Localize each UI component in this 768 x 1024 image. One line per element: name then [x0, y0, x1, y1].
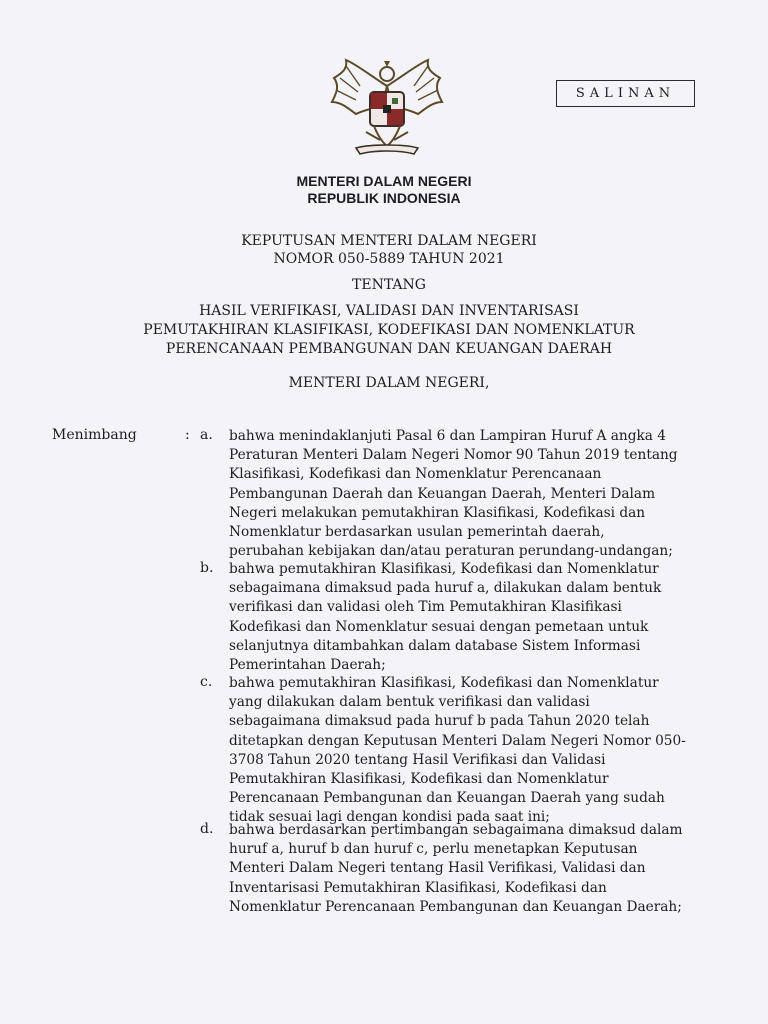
- text-line: Pemerintahan Daerah;: [229, 657, 386, 674]
- decree-title: KEPUTUSAN MENTERI DALAM NEGERI: [241, 233, 537, 249]
- decree-subject-line-2: PEMUTAKHIRAN KLASIFIKASI, KODEFIKASI DAN NOMENKLATUR: [143, 322, 635, 338]
- considering-item-c: [229, 674, 715, 828]
- text-line: Negeri melakukan pemutakhiran Klasifikasi, Kodefikasi dan: [229, 504, 646, 521]
- text-line: Nomenklatur Perencanaan Pembangunan dan Keuangan Daerah;: [229, 898, 682, 915]
- decree-about: TENTANG: [352, 277, 426, 293]
- item-letter-d: d.: [200, 821, 214, 837]
- text-line: sebagaimana dimaksud pada huruf b pada Tahun 2020 telah: [229, 713, 650, 730]
- text-line: Klasifikasi, Kodefikasi dan Nomenklatur Perencanaan: [229, 466, 602, 483]
- issuer-line-2: REPUBLIK INDONESIA: [307, 190, 461, 206]
- decree-subject-line-1: HASIL VERIFIKASI, VALIDASI DAN INVENTARISASI: [199, 303, 579, 319]
- text-line: Pembangunan Daerah dan Keuangan Daerah, Menteri Dalam: [229, 485, 656, 502]
- text-line: Peraturan Menteri Dalam Negeri Nomor 90 Tahun 2019 tentang: [229, 447, 678, 464]
- text-line: Kodefikasi dan Nomenklatur sesuai dengan pemetaan untuk: [229, 618, 649, 635]
- text-line: verifikasi dan validasi oleh Tim Pemutakhiran Klasifikasi: [229, 599, 622, 616]
- text-line: tidak sesuai lagi dengan kondisi pada saat ini;: [229, 809, 550, 826]
- text-line: Menteri Dalam Negeri tentang Hasil Verifikasi, Validasi dan: [229, 860, 646, 877]
- text-line: yang dilakukan dalam bentuk verifikasi dan validasi: [229, 694, 590, 711]
- considering-item-b: [229, 560, 715, 675]
- considering-item-d: [229, 821, 715, 917]
- considering-colon: :: [185, 427, 190, 443]
- text-line: perubahan kebijakan dan/atau peraturan perundang-undangan;: [229, 543, 673, 560]
- text-line: Perencanaan Pembangunan dan Keuangan Daerah yang sudah: [229, 790, 665, 807]
- text-line: Pemutakhiran Klasifikasi, Kodefikasi dan Nomenklatur: [229, 771, 609, 788]
- decree-enacting-authority: MENTERI DALAM NEGERI,: [288, 375, 490, 391]
- text-line: sebagaimana dimaksud pada huruf a, dilakukan dalam bentuk: [229, 580, 662, 597]
- text-line: Nomenklatur berdasarkan usulan pemerintah daerah,: [229, 524, 605, 541]
- item-letter-c: c.: [200, 674, 213, 690]
- item-letter-a: a.: [200, 427, 213, 443]
- salinan-stamp: SALINAN: [556, 80, 695, 107]
- text-line: bahwa berdasarkan pertimbangan sebagaimana dimaksud dalam: [229, 822, 683, 838]
- item-letter-b: b.: [200, 560, 214, 576]
- decree-subject-line-3: PERENCANAAN PEMBANGUNAN DAN KEUANGAN DAERAH: [165, 341, 613, 357]
- issuer-line-1: MENTERI DALAM NEGERI: [296, 173, 472, 189]
- text-line: selanjutnya ditambahkan dalam database Sistem Informasi: [229, 637, 641, 654]
- considering-label: Menimbang: [52, 427, 137, 443]
- text-line: bahwa pemutakhiran Klasifikasi, Kodefikasi dan Nomenklatur: [229, 675, 659, 691]
- garuda-emblem-icon: [326, 56, 448, 160]
- text-line: bahwa menindaklanjuti Pasal 6 dan Lampiran Huruf A angka 4: [229, 428, 666, 444]
- text-line: bahwa pemutakhiran Klasifikasi, Kodefikasi dan Nomenklatur: [229, 561, 659, 577]
- text-line: Inventarisasi Pemutakhiran Klasifikasi, Kodefikasi dan: [229, 879, 607, 896]
- text-line: 3708 Tahun 2020 tentang Hasil Verifikasi dan Validasi: [229, 751, 606, 768]
- text-line: ditetapkan dengan Keputusan Menteri Dalam Negeri Nomor 050-: [229, 732, 686, 749]
- decree-number: NOMOR 050-5889 TAHUN 2021: [273, 251, 505, 267]
- considering-item-a: [229, 427, 715, 561]
- text-line: huruf a, huruf b dan huruf c, perlu menetapkan Keputusan: [229, 841, 638, 858]
